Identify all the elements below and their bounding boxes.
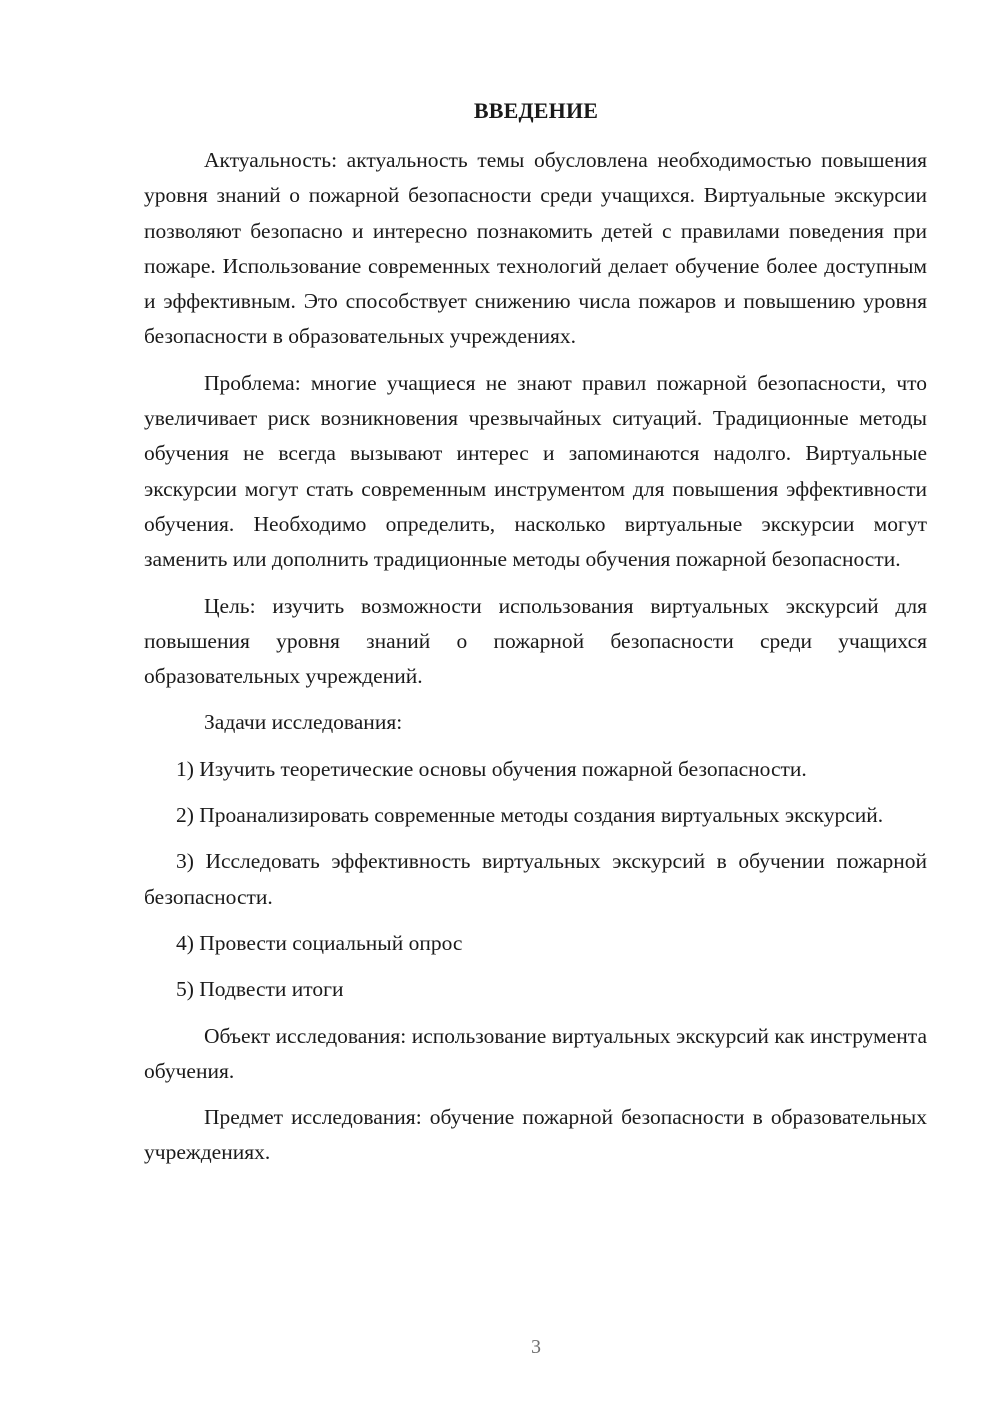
task-item-5: 5) Подвести итоги <box>176 977 344 1002</box>
subject-paragraph: Предмет исследования: обучение пожарной безопасности в образовательных учреждениях. <box>144 1105 927 1165</box>
goal-paragraph: Цель: изучить возможности использования виртуальных экскурсий для повышения уровня знаний о пожарной безопасности среди учащихся образовательных учреждений. <box>144 593 927 689</box>
section-heading: ВВЕДЕНИЕ <box>473 98 599 123</box>
problem-paragraph: Проблема: многие учащиеся не знают правил пожарной безопасности, что увеличивает риск возникновения чрезвычайных ситуаций. Традиционные методы обучения не всегда вызывают интерес и запоминаются надолго. Виртуальные экскурсии могут стать современным инструментом для повышения эффективности обучения. Необходимо определить, насколько виртуальные экскурсии могут заменить или дополнить традиционные методы обучения пожарной безопасности. <box>144 370 927 572</box>
task-item-1: 1) Изучить теоретические основы обучения пожарной безопасности. <box>176 756 807 781</box>
page-number: 3 <box>531 1336 541 1358</box>
document-body <box>144 143 927 1182</box>
task-item-2: 2) Проанализировать современные методы создания виртуальных экскурсий. <box>176 803 884 828</box>
object-paragraph: Объект исследования: использование виртуальных экскурсий как инструмента обучения. <box>144 1023 927 1083</box>
tasks-label: Задачи исследования: <box>204 710 403 735</box>
relevance-paragraph: Актуальность: актуальность темы обусловлена необходимостью повышения уровня знаний о пожарной безопасности среди учащихся. Виртуальные экскурсии позволяют безопасно и интересно познакомить детей с правилами поведения при пожаре. Использование современных технологий делает обучение более доступным и эффективным. Это способствует снижению числа пожаров и повышению уровня безопасности в образовательных учреждениях. <box>144 148 927 349</box>
task-item-3: 3) Исследовать эффективность виртуальных экскурсий в обучении пожарной безопасности. <box>144 849 927 909</box>
task-item-4: 4) Провести социальный опрос <box>176 930 463 955</box>
